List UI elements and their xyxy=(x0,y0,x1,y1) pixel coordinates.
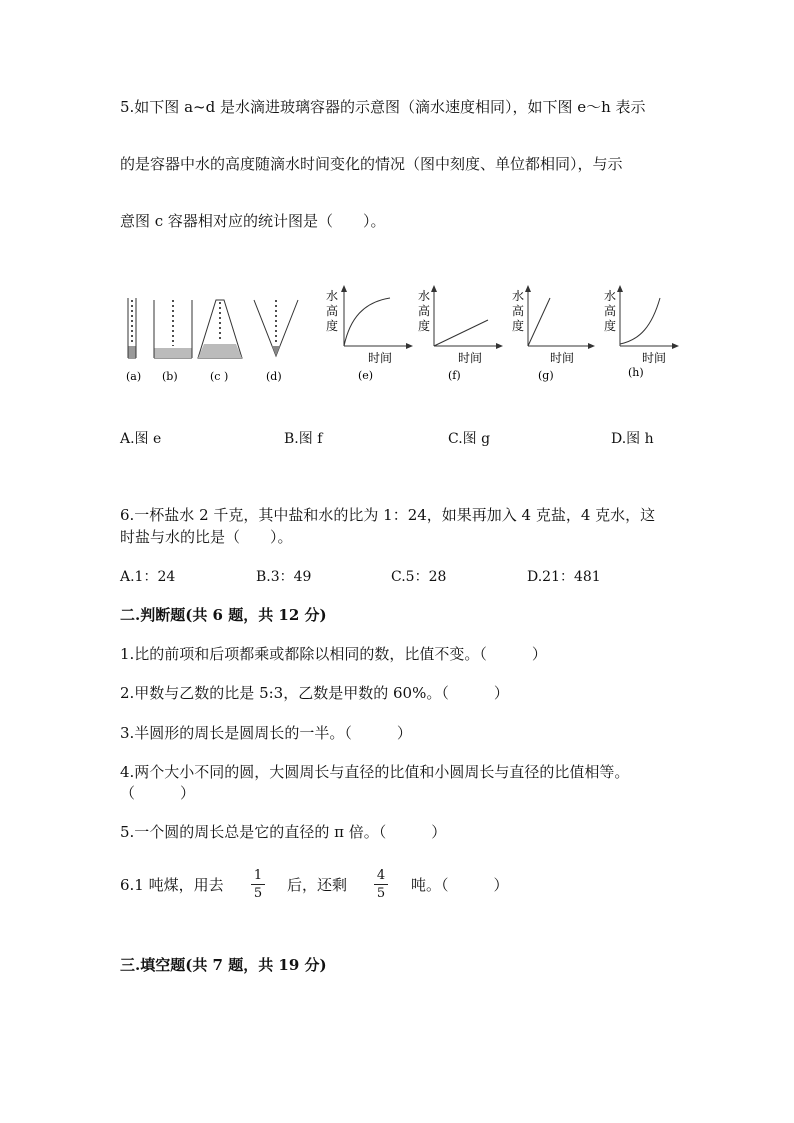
svg-text:水: 水 xyxy=(604,289,617,303)
q5-option-b[interactable]: B.图 f xyxy=(284,431,323,447)
q6-line-1: 6.一杯盐水 2 千克，其中盐和水的比为 1：24，如果再加入 4 克盐，4 克水，这 xyxy=(120,506,656,524)
graph-e xyxy=(326,285,413,382)
section2-title: 二.判断题(共 6 题，共 12 分) xyxy=(120,606,327,624)
judge-item-6-part2: 后，还剩 xyxy=(287,876,348,894)
svg-text:时间: 时间 xyxy=(368,351,393,365)
svg-text:高: 高 xyxy=(418,304,431,318)
judge-item-1: 1.比的前项和后项都乘或都除以相同的数，比值不变。（ ） xyxy=(120,645,547,663)
container-d-diagram xyxy=(254,300,298,356)
svg-text:高: 高 xyxy=(512,304,525,318)
judge-item-2: 2.甲数与乙数的比是 5:3，乙数是甲数的 60%。（ ） xyxy=(120,684,509,702)
q6-option-a[interactable]: A.1：24 xyxy=(120,569,176,585)
section3-title: 三.填空题(共 7 题，共 19 分) xyxy=(120,956,327,974)
svg-text:水: 水 xyxy=(418,289,431,303)
label-h: (h) xyxy=(628,366,644,379)
q5-line-3: 意图 c 容器相对应的统计图是（ ）。 xyxy=(120,212,386,230)
q5-figure xyxy=(118,282,680,390)
q5-line-2: 的是容器中水的高度随滴水时间变化的情况（图中刻度、单位都相同），与示 xyxy=(120,155,623,173)
graph-h xyxy=(604,285,679,379)
label-b: (b) xyxy=(162,370,178,383)
q6-option-d[interactable]: D.21：481 xyxy=(527,569,601,585)
label-g: (g) xyxy=(538,369,554,382)
svg-text:时间: 时间 xyxy=(642,351,667,365)
judge-item-5: 5.一个圆的周长总是它的直径的 π 倍。（ ） xyxy=(120,823,447,841)
label-d: (d) xyxy=(266,370,282,383)
container-c-diagram xyxy=(198,300,242,358)
q5-line-1: 5.如下图 a~d 是水滴进玻璃容器的示意图（滴水速度相同），如下图 e～h 表示 xyxy=(120,98,646,116)
judge-item-4: 4.两个大小不同的圆，大圆周长与直径的比值和小圆周长与直径的比值相等。 xyxy=(120,763,630,781)
q6-line-2: 时盐与水的比是（ ）。 xyxy=(120,528,293,546)
graph-f xyxy=(418,285,503,382)
label-e: (e) xyxy=(358,369,374,382)
q5-option-d[interactable]: D.图 h xyxy=(611,431,654,447)
svg-text:度: 度 xyxy=(326,319,339,333)
container-a-diagram xyxy=(128,298,136,358)
judge-item-6-part3: 吨。（ ） xyxy=(411,876,509,894)
svg-text:度: 度 xyxy=(418,319,431,333)
svg-text:度: 度 xyxy=(604,319,617,333)
judge-item-3: 3.半圆形的周长是圆周长的一半。（ ） xyxy=(120,724,412,742)
svg-text:水: 水 xyxy=(326,289,339,303)
judge-item-6-part1: 6.1 吨煤，用去 xyxy=(120,876,224,894)
graph-g xyxy=(512,285,595,382)
label-a: (a) xyxy=(126,370,142,383)
q5-option-a[interactable]: A.图 e xyxy=(120,431,162,447)
svg-text:水: 水 xyxy=(512,289,525,303)
label-f: (f) xyxy=(448,369,461,382)
svg-text:时间: 时间 xyxy=(550,351,575,365)
q5-option-c[interactable]: C.图 g xyxy=(448,431,491,447)
q6-option-b[interactable]: B.3：49 xyxy=(256,569,312,585)
svg-text:高: 高 xyxy=(326,304,339,318)
svg-text:时间: 时间 xyxy=(458,351,483,365)
fraction-four-fifths: 4 5 xyxy=(373,868,389,901)
container-b-diagram xyxy=(154,300,192,358)
judge-item-4-paren: （ ） xyxy=(120,784,196,802)
svg-text:高: 高 xyxy=(604,304,617,318)
label-c: (c ) xyxy=(210,370,229,383)
svg-text:度: 度 xyxy=(512,319,525,333)
q6-option-c[interactable]: C.5：28 xyxy=(391,569,447,585)
fraction-one-fifth: 1 5 xyxy=(250,868,266,901)
